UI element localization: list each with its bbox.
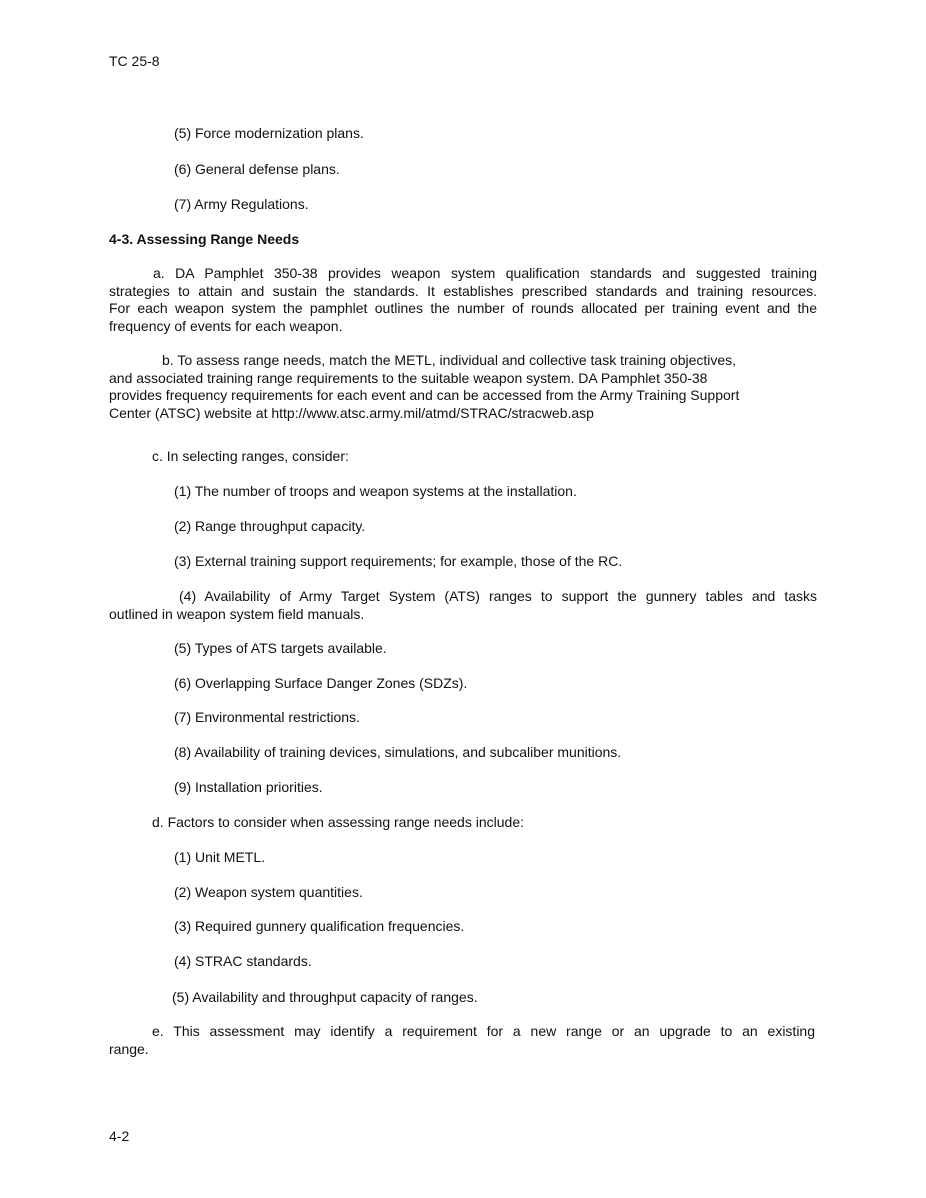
list-item-c4 [109,588,817,623]
paragraph-line: e. This assessment may identify a requirement for a new range or an upgrade to an existing [152,1023,815,1039]
list-item: (8) Availability of training devices, simulations, and subcaliber munitions. [174,744,622,760]
paragraph-line: frequency of events for each weapon. [109,317,343,334]
paragraph-line: b. To assess range needs, match the METL, individual and collective task training objectives, [162,352,737,368]
list-item: (6) Overlapping Surface Danger Zones (SDZs). [174,675,468,691]
paragraph-line: range. [109,1040,149,1057]
list-item: (5) Availability and throughput capacity of ranges. [172,989,478,1005]
list-item: (1) Unit METL. [174,849,266,865]
paragraph-line: strategies to attain and sustain the standards. It establishes prescribed standards and training resources. [109,282,817,299]
section-heading: 4-3. Assessing Range Needs [109,231,300,247]
paragraph-line: For each weapon system the pamphlet outlines the number of rounds allocated per training event and the [109,300,817,316]
list-item: (7) Environmental restrictions. [174,709,360,725]
paragraph-a [109,265,817,335]
list-item: (3) External training support requirements; for example, those of the RC. [174,553,623,569]
paragraph-d-intro: d. Factors to consider when assessing range needs include: [152,814,524,830]
page-number: 4-2 [109,1128,130,1144]
paragraph-c-intro: c. In selecting ranges, consider: [152,448,349,464]
paragraph-line: (4) Availability of Army Target System (ATS) ranges to support the gunnery tables and tasks [179,588,817,604]
document-id: TC 25-8 [109,53,160,69]
list-item: (2) Range throughput capacity. [174,518,366,534]
list-item: (7) Army Regulations. [174,196,309,212]
list-item: (4) STRAC standards. [174,953,312,969]
paragraph-b [109,352,799,422]
paragraph-line: provides frequency requirements for each event and can be accessed from the Army Training Support [109,387,740,403]
paragraph-e [109,1023,815,1058]
paragraph-line: Center (ATSC) website at http://www.atsc.army.mil/atmd/STRAC/stracweb.asp [109,404,594,421]
list-item: (1) The number of troops and weapon systems at the installation. [174,483,577,499]
paragraph-line: and associated training range requirements to the suitable weapon system. DA Pamphlet 350-38 [109,369,708,386]
list-item: (2) Weapon system quantities. [174,884,363,900]
list-item: (6) General defense plans. [174,161,340,177]
list-item: (5) Force modernization plans. [174,125,364,141]
list-item: (3) Required gunnery qualification frequencies. [174,918,465,934]
paragraph-line: outlined in weapon system field manuals. [109,605,365,622]
paragraph-line: a. DA Pamphlet 350-38 provides weapon system qualification standards and suggested training [153,265,817,281]
list-item: (5) Types of ATS targets available. [174,640,387,656]
list-item: (9) Installation priorities. [174,779,323,795]
